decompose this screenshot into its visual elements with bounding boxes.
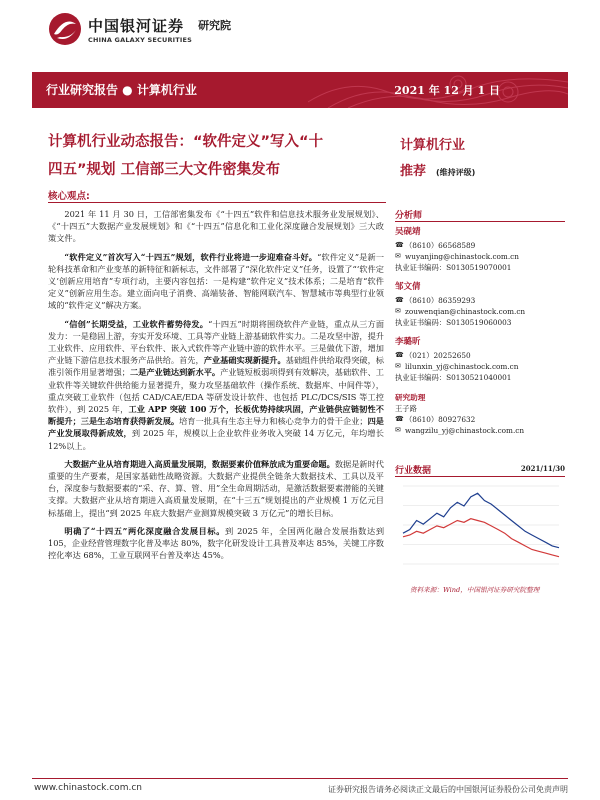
logo-sub: 研究院 [198, 19, 232, 32]
galaxy-logo-icon [48, 12, 82, 46]
footer-divider [32, 778, 568, 779]
research-assistant-title: 研究助理 [395, 393, 426, 402]
report-title [48, 128, 388, 184]
email-icon: ✉ [395, 362, 401, 370]
analyst-email[interactable]: wuyanjing@chinastock.com.cn [405, 252, 519, 261]
paragraph: 2021 年 11 月 30 日，工信部密集发布《“十四五”软件和信息技术服务业发展规划》、《“十四五”大数据产业发展规划》和《“十四五”信息化和工业化深度融合发展规划》三大政策文件。 [48, 209, 384, 244]
logo [48, 8, 288, 50]
rating-note: (维持评级) [436, 168, 476, 177]
chart-source: 资料来源：Wind，中国银河证券研究院整理 [410, 586, 540, 594]
phone-icon: ☎ [395, 241, 404, 249]
divider [395, 221, 565, 222]
industry-name: 计算机行业 [400, 138, 466, 153]
chart-date: 2021/11/30 [520, 464, 565, 473]
analyst-phone: （8610）86359293 [405, 296, 476, 305]
analyst-phone: （021）20252650 [405, 351, 471, 360]
divider [48, 202, 386, 203]
title-line-1: 计算机行业动态报告：“软件定义”写入“十 [48, 134, 324, 150]
phone-icon: ☎ [395, 351, 404, 359]
analyst-email[interactable]: wangzilu_yj@chinastock.com.cn [405, 426, 525, 435]
analyst-heading: 分析师 [395, 211, 423, 221]
email-icon: ✉ [395, 252, 401, 260]
chart-header [395, 463, 565, 475]
analyst-name: 邹文倩 [395, 282, 421, 292]
chart-series-line-2 [403, 519, 559, 557]
paragraph: “软件定义”首次写入“十四五”规划，软件行业将进一步迎难奋斗好。“软件定义”是新一轮科技革命和产业变革的新特征和新标志，文件部署了“深化软件定义”任务，设置了“‘软件定义’创新应用培育”专项行动，主要内容包括：一是构建“软件定义”技术体系；二是培育“软件定义”创新应用生态。建立面向电子消费、高端装备、智能网联汽车、智慧城市等典型行业领域的“软件定义”解决方案。 [48, 251, 385, 311]
footer-website-link[interactable]: www.chinastock.com.cn [34, 783, 142, 793]
chart-title: 行业数据 [395, 466, 432, 476]
analyst-license: 执业证书编码：S0130521040001 [395, 373, 512, 382]
analyst-card [395, 282, 565, 328]
phone-icon: ☎ [395, 415, 404, 423]
analyst-card [395, 337, 565, 383]
paragraph: “信创”长期受益，工业软件蓄势待发。“十四五”时期将围绕软件产业链，重点从三方面发力：一是稳固上游，夯实开发环境、工具等产业链上游基础软件实力。二是攻坚中游，提升工业软件、应用软件、平台软件、嵌入式软件等产业链中游的软件水平。三是做优下游，增加产业链下游信息技术服务产品供给。首先，产业基础实现新提升。基础组件供给取得突破，标准引领作用显著增强；二是产业链达到新水平。产业链短板弱项得到有效解决，基础软件、工业软件等关键软件供给能力显著提升，聚力攻坚基础软件（操作系统、数据库、中间件等），重点突破工业软件（包括 CAD/CAE/EDA 等研发设计软件、也包括 PLC/DCS/SIS 等工控软件），到 2025 年，工业 APP 突破 100 万个，长板优势持续巩固，产业链供应链韧性不断提升；三是生态培育获得新发展。培育一批具有生态主导力和核心竞争力的骨干企业；四是产业发展取得新成效，到 2025 年，规模以上企业软件业务收入突破 14 万亿元，年均增长 12%以上。 [48, 318, 385, 451]
analyst-name: 吴砚靖 [395, 227, 421, 237]
core-view-label: 核心观点: [48, 191, 90, 202]
analyst-name: 李璐昕 [395, 337, 421, 347]
analyst-license: 执业证书编码：S0130519060003 [395, 318, 512, 327]
analyst-email[interactable]: lilunxin_yj@chinastock.com.cn [405, 362, 519, 371]
report-category: 行业研究报告 ● 计算机行业 [46, 83, 197, 97]
paragraph: 明确了“十四五”两化深度融合发展目标。到 2025 年，全国两化融合发展指数达到 105，企业经营管理数字化普及率达 80%，数字化研发设计工具普及率达 85%，关键工序数控化率达 68%，工业互联网平台普及率达 45%。 [48, 525, 385, 561]
logo-en: CHINA GALAXY SECURITIES [88, 35, 193, 44]
header-banner [32, 72, 568, 108]
title-line-2: 四五”规划 工信部三大文件密集发布 [48, 162, 281, 178]
report-date: 2021 年 12 月 1 日 [394, 84, 500, 97]
phone-icon: ☎ [395, 296, 404, 304]
chart-series-line-1 [403, 493, 559, 547]
body-text [48, 208, 384, 567]
footer-disclaimer: 证券研究报告请务必阅读正文最后的中国银河证券股份公司免责声明 [328, 785, 568, 794]
analyst-email[interactable]: zouwenqian@chinastock.com.cn [405, 307, 526, 316]
analyst-phone: （8610）66568589 [405, 241, 476, 250]
email-icon: ✉ [395, 426, 401, 434]
research-assistant-card [395, 392, 565, 436]
email-icon: ✉ [395, 307, 401, 315]
rating [400, 160, 475, 179]
industry-line-chart [395, 480, 565, 578]
paragraph: 大数据产业从培育期进入高质量发展期，数据要素价值释放成为重要命题。数据是新时代重要的生产要素，是国家基础性战略资源。大数据产业提供全链条大数据技术、工具以及平台，深度参与数据要素的“采、存、算、管、用”全生命周期活动，是激活数据要素潜能的关键支撑。大数据产业从培育期进入高质量发展期，在“十三五”规划提出的产业规模 1 万亿元目标基础上，提出“到 2025 年底大数据产业测算规模突破 3 万亿元”的增长目标。 [48, 458, 384, 518]
analyst-card [395, 227, 565, 273]
analyst-phone: （8610）80927632 [405, 415, 476, 424]
logo-cn: 中国银河证券 [88, 16, 185, 35]
divider [395, 476, 565, 477]
rating-value: 推荐 [400, 164, 427, 179]
analyst-name: 王子路 [395, 404, 417, 413]
analyst-license: 执业证书编码：S0130519070001 [395, 263, 512, 272]
